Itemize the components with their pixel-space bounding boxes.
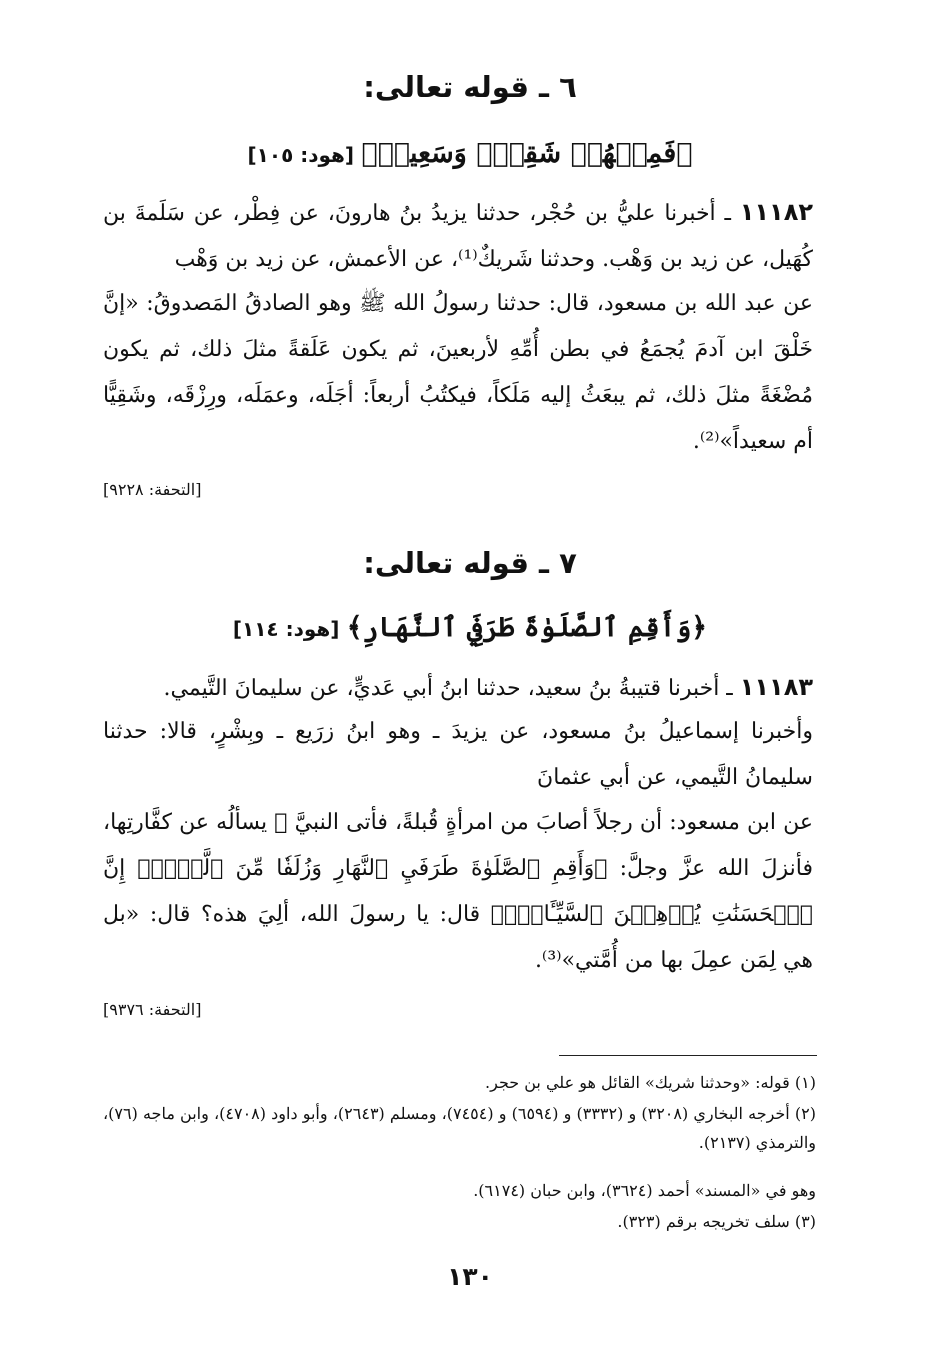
hadith-11183-text: عن ابن مسعود: أن رجلاً أصابَ من امرأةٍ قُبلةً، فأتى النبيَّ ﷺ يسألُه عن كفَّارتِها، فأنزلَ الله عزَّ وجلَّ: ﴿وَأَقِمِ ٱلصَّلَوٰةَ طَرَفَيِ ٱلنَّهَارِ وَزُلَفٗا مِّنَ ٱلَّيۡلِۚ إِنَّ ٱلۡحَسَنَٰتِ يُذۡهِبۡنَ ٱلسَّيِّـَٔاتِۚ﴾ قال: يا رسولَ الله، ألِيَ هذه؟ قال: «بل هي لِمَن عمِلَ بها من أُمَّتي»⁽³⁾.	[103, 810, 813, 973]
tuhfa-reference: [التحفة: ٩٢٢٨]	[103, 480, 202, 499]
section-7-heading: ٧ ـ قوله تعالى:	[363, 546, 577, 580]
footnote-2-continued: وهو في «المسند» أحمد (٣٦٢٤)، وابن حبان (٦١٧٤).	[473, 1181, 816, 1200]
footnote-divider	[559, 1055, 817, 1056]
quran-ayah: ﴿وَأَقِمِ ٱلصَّلَوٰةَ طَرَفَيِ ٱلنَّهَارِ﴾	[346, 612, 708, 643]
section-6-verse	[0, 138, 940, 169]
hadith-number: ١١١٨٢	[739, 198, 813, 226]
hadith-11183-chain	[103, 664, 813, 712]
hadith-number: ١١١٨٣	[739, 673, 813, 701]
ayah-reference: [هود: ١٠٥]	[247, 143, 355, 167]
hadith-isnad: ـ أخبرنا قتيبةُ بنُ سعيد، حدثنا ابنُ أبي عَديٍّ، عن سليمانَ التَّيمي.	[163, 676, 740, 701]
ayah-reference: [هود: ١١٤]	[232, 617, 340, 641]
tuhfa-reference: [التحفة: ٩٣٧٦]	[103, 1000, 202, 1019]
quran-ayah: ﴿فَمِنۡهُمۡ شَقِيّٞ وَسَعِيدٞ﴾	[361, 138, 693, 169]
footnote-2: (٢) أخرجه البخاري (٣٢٠٨) و (٣٣٣٢) و (٦٥٩٤) و (٧٤٥٤)، ومسلم (٢٦٤٣)، وأبو داود (٤٧٠٨)، وابن ماجه (٧٦)، والترمذي (٢١٣٧).	[103, 1104, 816, 1152]
hadith-11182-chain	[103, 189, 813, 283]
footnote-3: (٣) سلف تخريجه برقم (٣٢٣).	[617, 1212, 816, 1231]
footnote-1: (١) قوله: «وحدثنا شريك» القائل هو علي بن حجر.	[485, 1073, 816, 1092]
section-6-heading: ٦ ـ قوله تعالى:	[363, 70, 577, 104]
hadith-11182-text: عن عبد الله بن مسعود، قال: حدثنا رسولُ الله ﷺ وهو الصادقُ المَصدوقُ: «إنَّ خَلْقَ ابن آدمَ يُجمَعُ في بطن أُمِّهِ لأربعينَ، ثم يكون عَلَقةً مثلَ ذلك، ثم يكون مُضْغَةً مثلَ ذلك، ثم يبعَثُ إليه مَلَكاً، فيكتُبُ أربعاً: أجَلَه، وعمَلَه، ورِزْقَه، وشَقِيًّا أم سعيداً»⁽²⁾.	[103, 291, 813, 454]
page-number: ١٣٠	[447, 1262, 493, 1291]
section-7-verse	[0, 612, 940, 643]
hadith-isnad: ـ أخبرنا عليُّ بن حُجْر، حدثنا يزيدُ بنُ هارونَ، عن فِطْر، عن سَلَمةَ بن كُهَيل، عن زيد بن وَهْب. وحدثنا شَريكٌ⁽¹⁾، عن الأعمش، عن زيد بن وَهْب	[103, 201, 813, 272]
hadith-11183-chain-2: وأخبرنا إسماعيلُ بنُ مسعود، عن يزيدَ ـ وهو ابنُ زرَيع ـ وبِشْرٍ، قالا: حدثنا سليمانُ التَّيمي، عن أبي عثمانَ	[103, 719, 813, 790]
